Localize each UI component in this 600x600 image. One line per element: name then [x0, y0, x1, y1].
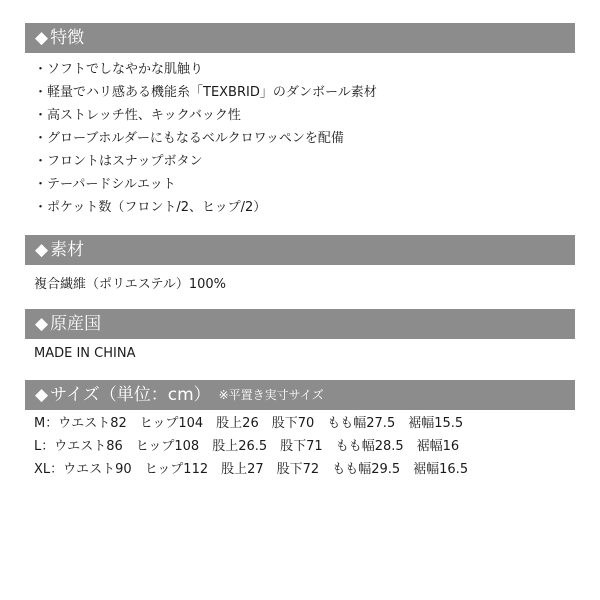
diamond-icon: ◆ — [35, 239, 49, 260]
material-header — [25, 235, 575, 265]
material-text: 複合繊維（ポリエステル）100% — [34, 277, 226, 292]
feature-item: ・ポケット数（フロント/2、ヒップ/2） — [34, 200, 267, 215]
origin-title: 原産国 — [50, 313, 102, 334]
size-title: サイズ（単位：cm） — [50, 384, 211, 405]
size-note: ※平置き実寸サイズ — [218, 388, 324, 402]
features-title: 特徴 — [50, 27, 85, 48]
diamond-icon: ◆ — [35, 313, 49, 334]
feature-item: ・軽量でハリ感ある機能糸「TEXBRID」のダンボール素材 — [34, 85, 377, 100]
size-row-m: M：ウエスト82 ヒップ104 股上26 股下70 もも幅27.5 裾幅15.5 — [34, 416, 464, 431]
material-title: 素材 — [50, 239, 85, 260]
feature-item: ・高ストレッチ性、キックバック性 — [34, 108, 241, 123]
diamond-icon: ◆ — [35, 384, 49, 405]
diamond-icon: ◆ — [35, 27, 49, 48]
features-header — [25, 23, 575, 53]
origin-text: MADE IN CHINA — [34, 346, 136, 361]
feature-item: ・フロントはスナップボタン — [34, 154, 203, 169]
features-list — [34, 61, 377, 222]
size-row-xl: XL：ウエスト90 ヒップ112 股上27 股下72 もも幅29.5 裾幅16.5 — [34, 462, 469, 477]
origin-header — [25, 309, 575, 339]
feature-item: ・テーパードシルエット — [34, 177, 176, 192]
size-list — [34, 415, 468, 484]
feature-item: ・ソフトでしなやかな肌触り — [34, 62, 204, 77]
feature-item: ・グローブホルダーにもなるベルクロワッペンを配備 — [34, 131, 344, 146]
size-header — [25, 380, 575, 410]
size-row-l: L：ウエスト86 ヒップ108 股上26.5 股下71 もも幅28.5 裾幅16 — [34, 439, 460, 454]
